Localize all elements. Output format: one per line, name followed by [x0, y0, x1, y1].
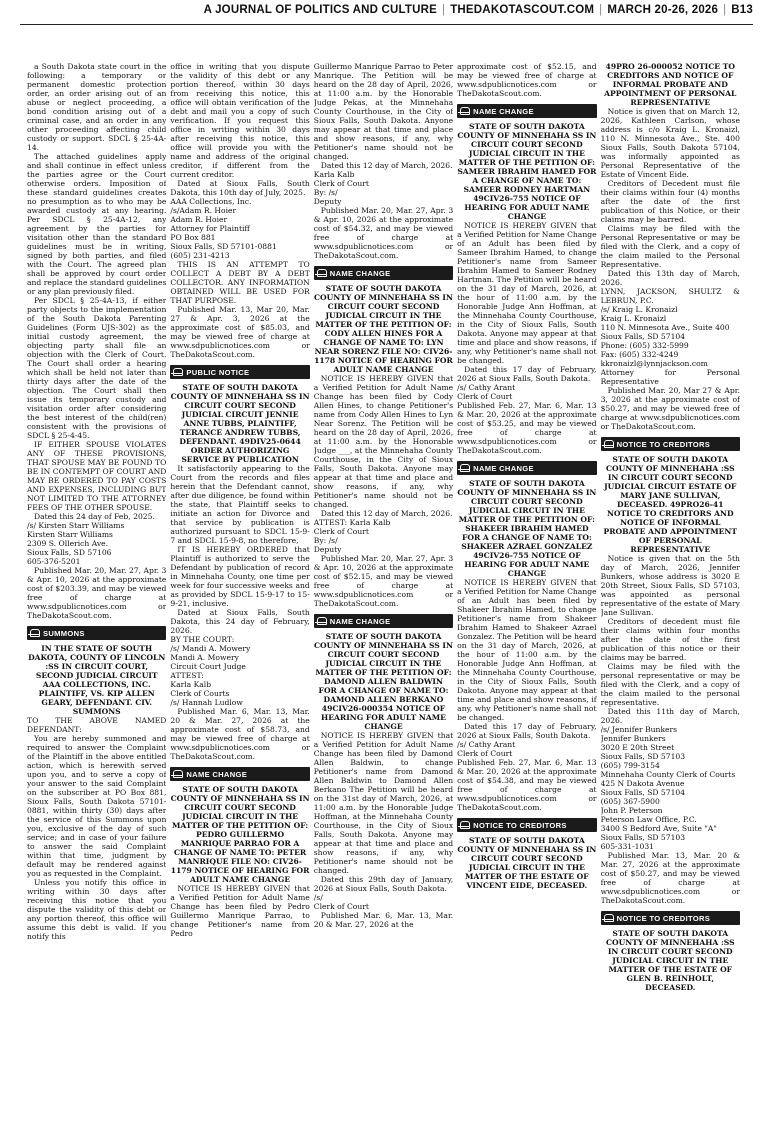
notice-paragraph: Published Mar. 20, Mar. 27, Apr. 3 & Apr. 10, 2026 at the approximate cost of $54.32, and may be viewed free of charge at www.sdpublicnotices.com or TheDakotaScout.com. — [313, 206, 454, 260]
notice-paragraph: Notice is given that on the 5th day of March, 2026, Jennifer Bunkers, whose address is 3020 E 20th Street, Sioux Falls, SD 57103, was appointed as personal representative of the estate of Mary Jane Sullivan. — [600, 554, 740, 617]
notice-paragraph: THIS IS AN ATTEMPT TO COLLECT A DEBT BY A DEBT COLLECTOR. ANY INFORMATION OBTAINED WILL BE USED FOR THAT PURPOSE. — [170, 260, 310, 305]
notice-paragraph: Claims may be filed with the Personal Representative or may be filed with the Clerk, and a copy of the claim mailed to the Personal Representative. — [600, 224, 740, 269]
section-banner — [457, 104, 596, 118]
notice-caption: IN THE STATE OF SOUTH DAKOTA, COUNTY OF LINCOLN :SS IN CIRCUIT COURT, SECOND JUDICIAL CIRCUIT AAA COLLECTIONS, INC. PLAINTIFF, VS. KIP ALLEN GEARY, DEFENDANT. CIV. SUMMONS — [28, 644, 166, 716]
section-banner-label: NAME CHANGE — [473, 106, 534, 116]
notice-caption: STATE OF SOUTH DAKOTA COUNTY OF MINNEHAHA SS IN CIRCUIT COURT SECOND JUDICIAL CIRCUIT IN THE MATTER OF THE PETITION OF: SHAKEER IBRAHIM HAMED FOR A CHANGE OF NAME TO: SHAKEER AZRAEL GONZALEZ 49CIV26-755 NOTICE OF HEARING FOR ADULT NAME CHANGE — [457, 479, 597, 578]
notice-signature-block: Karla Kalb Clerk of Court By: /s/ Deputy — [313, 170, 369, 206]
gavel-icon — [457, 461, 473, 475]
notice-paragraph: Dated this 24 day of Feb, 2025. — [34, 512, 155, 521]
notice-paragraph: Dated at Sioux Falls, South Dakota, this 10th day of July, 2025. — [170, 179, 310, 197]
notice-paragraph: Published Mar. 13, Mar 20, Mar. 27 & Apr. 3, 2026 at the approximate cost of $85.03, and may be viewed free of charge at www.sdpublicnotices.com or TheDakotaScout.com. — [170, 305, 310, 359]
notice-paragraph: NOTICE IS HEREBY GIVEN that a Verified Petition for Adult Name Change has been filed by Damond Allen Baldwin, to change Petitioner's name from Damond Allen Baldwin to Damond Allen Berkano The Petition will be heard on the 31st day of March, 2026, at 11:00 a.m. by the Honorable Judge Hoffman, at the Minnehaha County Courthouse, in the City of Sioux Falls, South Dakota. Anyone may appear at that time and place and show reasons, if any, why Petitioner's name should not be changed. — [313, 731, 454, 875]
column-3 — [314, 62, 453, 1130]
notice-caption: STATE OF SOUTH DAKOTA COUNTY OF MINNEHAHA SS IN CIRCUIT COURT SECOND JUDICIAL CIRCUIT IN THE MATTER OF THE PETITION OF: CODY ALLEN HINES FOR A CHANGE OF NAME TO: LYN NEAR SORENZ FILE NO: CIV26-1178 NOTICE OF HEARING FOR ADULT NAME CHANGE — [314, 284, 453, 374]
notice-caption: STATE OF SOUTH DAKOTA COUNTY OF MINNEHAHA SS IN CIRCUIT COURT SECOND JUDICIAL CIRCUIT IN THE MATTER OF THE PETITION OF: PEDRO GUILLERMO MANRIQUE PARRAO FOR A CHANGE OF NAME TO: PETER MANRIQUE FILE NO: CIV26-1179 NOTICE OF HEARING FOR ADULT NAME CHANGE — [170, 785, 310, 884]
legal-notices-columns — [27, 62, 760, 1130]
masthead-rule — [20, 24, 753, 25]
notice-signature-block: BY THE COURT: /s/ Mandi A. Mowery Mandi A. Mowery Circuit Court Judge ATTEST: Karla Kalb Clerk of Courts /s/ Hannah Ludlow — [170, 635, 251, 707]
notice-paragraph: Published Mar. 6, Mar. 13, Mar. 20 & Mar. 27, 2026 at the — [313, 911, 454, 929]
section-banner-label: NAME CHANGE — [473, 463, 534, 473]
notice-caption: STATE OF SOUTH DAKOTA COUNTY OF MINNEHAHA SS IN CIRCUIT COURT SECOND JUDICIAL CIRCUIT IN THE MATTER OF THE PETITION OF: SAMEER IBRAHIM HAMED FOR A CHANGE OF NAME TO: SAMEER RODNEY HARTMAN 49CIV26-755 NOTICE OF HEARING FOR ADULT NAME CHANGE — [457, 122, 597, 221]
notice-paragraph: Dated at Sioux Falls, South Dakota, this 24 day of February, 2026. — [170, 608, 310, 635]
notice-signature-block: LYNN, JACKSON, SHULTZ & LEBRUN, P.C. /s/ Kraig L. Kronaizl Kraig L. Kronaizl 110 N. Minnesota Ave., Suite 400 Sioux Falls, SD 57104 Phone: (605) 332-5999 Fax: (605) 332-4249 kkronaizl@lynnjackson.com Attorney for Personal Representative — [600, 287, 740, 386]
masthead — [20, 4, 753, 26]
section-banner-label: NAME CHANGE — [329, 268, 391, 278]
notice-paragraph: Creditors of decedent must file their claims within four months after the date of the first publication of this notice or their claims may be barred. — [600, 617, 740, 662]
notice-paragraph: NOTICE IS HEREBY GIVEN that a Verified Petition for Name Change of an Adult has been filed by Shakeer Ibrahim Hamed, to change Petitioner's name from Shakeer Ibrahim Hamed to Shakeer Azrael Gonzalez. The Petition will be heard on the 31 day of March, 2026, at the hour of 11:00 a.m. by the Honorable Judge Ann Hoffman, at the Minnehaha County Courthouse, in the City of Sioux Falls, South Dakota. Anyone may appear at that time and place and show reasons, if any, why Petitioner's name shall not be changed. — [457, 578, 597, 722]
notice-signature-block: Guillermo Manrique Parrao to Peter Manrique. The Petition will be heard on the 28 day of April, 2026, at 11:00 a.m. by the Honorable Judge Pekas, at the Minnehaha County Courthouse, in the City of Sioux Falls, South Dakota. Anyone may appear at that time and place and show reasons, if any, why Petitioner's name should not be changed. — [313, 62, 454, 161]
masthead-separator: | — [442, 4, 446, 16]
notice-paragraph: Dated this 17 day of February, 2026 at Sioux Falls, South Dakota. — [457, 365, 597, 383]
notice-signature-block: Published Feb. 27, Mar. 6, Mar. 13 & Mar. 20, 2026 at the approximate cost of $54.38, and may be viewed free of charge at www.sdpublicnotices.com or TheDakotaScout.com. — [457, 758, 597, 812]
notice-signature-block: /s/ Cathy Arant Clerk of Court — [457, 383, 516, 401]
notice-paragraph: Dated this 17 day of February, 2026 at Sioux Falls, South Dakota. — [457, 722, 597, 740]
gavel-icon — [314, 614, 330, 628]
notice-paragraph: Unless you notify this office in writing within 30 days after receiving this notice that you dispute the validity of this debt or any portion thereof, this office will assume this debt is valid. If you notify this — [27, 878, 167, 941]
notice-paragraph: Dated this 12 day of March, 2026. — [320, 161, 453, 170]
gavel-icon — [457, 104, 473, 118]
notice-paragraph: Published Mar. 6, Mar. 13, Mar. 20 & Mar. 27, 2026 at the approximate cost of $58.73, and may be viewed free of charge at www.sdpublicnotices.com or TheDakotaScout.com. — [170, 707, 310, 761]
section-banner-label: NAME CHANGE — [329, 616, 391, 626]
masthead-separator: | — [723, 4, 727, 16]
section-banner — [457, 818, 596, 832]
notice-signature-block: TO THE ABOVE NAMED DEFENDANT: — [27, 716, 167, 734]
notice-paragraph: a South Dakota state court in the following: a temporary or permanent domestic protection order, an order arising out of an abuse or neglect proceeding, a bond condition arising out of a criminal case, and an order in any other proceeding affecting child custody or support. SDCL § 25-4A-14. — [27, 62, 167, 152]
notice-signature-block: /s/ Jennifer Bunkers Jennifer Bunkers 3020 E 20th Street Sioux Falls, SD 57103 (605) 799-3154 Minnehaha County Clerk of Courts 425 N Dakota Avenue Sioux Falls, SD 57104 (605) 367-5900 John P. Peterson Peterson Law Office, P.C. 3400 S Bedford Ave, Suite "A" Sioux Falls, SD 57103 605-331-1031 — [600, 725, 736, 851]
notice-paragraph: Creditors of Decedent must file their claims within four (4) months after the date of the first publication of this Notice, or their claims may be barred. — [600, 179, 740, 224]
notice-paragraph: Published Mar. 20, Mar 27 & Apr. 3, 2026 at the approximate cost of $50.27, and may be viewed free of charge at www.sdpublicnotices.com or TheDakotaScout.com. — [600, 386, 740, 431]
page-number: B13 — [731, 4, 753, 16]
section-banner — [314, 266, 453, 280]
column-4 — [457, 62, 596, 1130]
notice-paragraph: NOTICE IS HEREBY GIVEN that a Verified Petition for Adult Name Change has been filed by Cody Allen Hines, to change Petitioner's name from Cody Allen Hines to Lyn Near Sorenz. The Petition will be heard on the 28 day of April, 2026, at 11:00 a.m. by the Honorable Judge ___, at the Minnehaha County Courthouse, in the City of Sioux Falls, South Dakota. Anyone may appear at that time and place and show reasons, if any, why Petitioner's name should not be changed. — [313, 374, 454, 509]
notice-caption: 49PRO 26-000052 NOTICE TO CREDITORS AND NOTICE OF INFORMAL PROBATE AND APPOINTMENT OF PERSONAL REPRESENTATIVE — [604, 62, 737, 107]
notice-caption: STATE OF SOUTH DAKOTA COUNTY OF MINNEHAHA SS IN CIRCUIT COURT SECOND JUDICIAL CIRCUIT IN THE MATTER OF THE PETITION OF: DAMOND ALLEN BALDWIN FOR A CHANGE OF NAME TO: DAMOND ALLEN BERKANO 49CIV26-000354 NOTICE OF HEARING FOR ADULT NAME CHANGE — [314, 632, 453, 731]
section-banner-label: SUMMONS — [43, 628, 85, 638]
notice-paragraph: Per SDCL § 25-4A-13, if either party objects to the implementation of the South Dakota Parenting Guidelines (Form UJS-302) as the initial custody agreement, the objecting party shall file an objection with the Clerk of Court. The Court shall order a hearing which shall be held not later than thirty days after the date of the objection. The Court shall then issue its temporary custody and visitation order after considering the best interest of the child(ren) consistent with the provisions of SDCL § 25-4-45. — [27, 296, 167, 440]
gavel-icon — [170, 365, 186, 379]
section-banner-label: NOTICE TO CREDITORS — [616, 439, 711, 449]
notice-signature-block: ATTEST: Karla Kalb Clerk of Court By: /s/ Deputy — [313, 518, 391, 554]
notice-signature-block: Published Feb. 27, Mar. 6, Mar. 13 & Mar. 20, 2026 at the approximate cost of $53.25, and may be viewed free of charge at www.sdpublicnotices.com or TheDakotaScout.com. — [457, 401, 597, 455]
section-banner — [601, 911, 740, 925]
notice-paragraph: Notice is given that on March 12, 2026, Kathleen Carlson, whose address is c/o Kraig L. Kronaizl, 110 N. Minnesota Ave., Ste. 400 Sioux Falls, South Dakota 57104, was informally appointed as Personal Representative of the Estate of Vincent Eide. — [600, 107, 740, 179]
section-banner-label: NOTICE TO CREDITORS — [473, 820, 567, 830]
section-banner-label: NOTICE TO CREDITORS — [616, 913, 711, 923]
notice-caption: STATE OF SOUTH DAKOTA COUNTY OF MINNEHAHA SS IN CIRCUIT COURT SECOND JUDICIAL CIRCUIT IN THE MATTER OF THE ESTATE OF VINCENT EIDE, DECEASED. — [457, 836, 597, 890]
column-2 — [170, 62, 309, 1130]
section-banner — [170, 365, 309, 379]
notice-paragraph: Dated this 29th day of January, 2026 at Sioux Falls, South Dakota. — [313, 875, 454, 893]
notice-paragraph: NOTICE IS HEREBY GIVEN that a Verified Petition for Name Change of an Adult has been filed by Sameer Ibrahim Hamed, to change Petitioner's name from Sameer Ibrahim Hamed to Sameer Rodney Hartman. The Petition will be heard on the 31 day of March, 2026, at the hour of 11:00 a.m. by the Honorable Judge Ann Hoffman, at the Minnehaha County Courthouse, in the City of Sioux Falls, South Dakota. Anyone may appear at that time and place and show reasons, if any, why Petitioner's name shall not be changed. — [457, 221, 597, 365]
notice-paragraph: Published Mar. 20, Mar. 27, Apr. 3 & Apr. 10, 2026 at the approximate cost of $52.15, and may be viewed free of charge at www.sdpublicnotices.com or TheDakotaScout.com. — [313, 554, 454, 608]
notice-paragraph: Claims may be filed with the personal representative or may be filed with the Clerk, and a copy of the claim mailed to the personal representative. — [600, 662, 740, 707]
notice-signature-block: /s/ Cathy Arant Clerk of Court — [457, 740, 516, 758]
notice-signature-block: /s/ Kirsten Starr Williams Kirsten Starr Williams 2309 S. Ollerich Ave. Sioux Falls, SD 57106 605-376-5201 — [27, 521, 125, 566]
notice-paragraph: Published Mar. 20, Mar. 27, Apr. 3 & Apr. 10, 2026 at the approximate cost of $203.39, and may be viewed free of charge at www.sdpublicnotices.com or TheDakotaScout.com. — [27, 566, 167, 620]
notice-paragraph: IF EITHER SPOUSE VIOLATES ANY OF THESE PROVISIONS, THAT SPOUSE MAY BE FOUND TO BE IN CONTEMPT OF COURT AND MAY BE ORDERED TO PAY COSTS AND EXPENSES, INCLUDING BUT NOT LIMITED TO THE ATTORNEY FEES OF THE OTHER SPOUSE. — [27, 440, 167, 512]
gavel-icon — [457, 818, 473, 832]
notice-paragraph: You are hereby summoned and required to answer the Complaint of the Plaintiff in the above entitled action, which is herewith served upon you, and to serve a copy of your answer to the said Complaint on the subscriber at PO Box 881, Sioux Falls, South Dakota 57101-0881, within thirty (30) days after the service of this Summons upon you, exclusive of the day of such service; and in case of your failure to answer the said Complaint within that time, judgment by default may be rendered against you as requested in the Complaint. — [27, 734, 167, 878]
notice-signature-block: /s/ Clerk of Court — [313, 893, 369, 911]
section-banner-label: PUBLIC NOTICE — [186, 367, 250, 377]
notice-signature-block: approximate cost of $52.15, and may be viewed free of charge at www.sdpublicnotices.com or TheDakotaScout.com. — [457, 62, 597, 98]
notice-paragraph: It satisfactorily appearing to the Court from the records and files herein that the Defendant cannot, after due diligence, be found within the state, that Plaintiff seeks to initiate an action for Divorce and that service by publication is authorized pursuant to SDCL 15-9-7 and SDCL 15-9-8, no therefore, — [170, 464, 310, 545]
section-banner — [457, 461, 596, 475]
section-banner — [170, 767, 309, 781]
notice-paragraph: Dated this 12 day of March, 2026. — [320, 509, 453, 518]
gavel-icon — [601, 437, 617, 451]
section-banner — [314, 614, 453, 628]
masthead-tagline: A JOURNAL OF POLITICS AND CULTURE — [203, 4, 438, 16]
notice-paragraph: IT IS HEREBY ORDERED that Plaintiff is authorized to serve the Defendant by publication of record in Minnehaha County, one time per week for four successive weeks and as provided by SDCL 15-9-17 to 15-9-21, inclusive. — [170, 545, 310, 608]
notice-signature-block: AAA Collections, Inc. /s/Adam R. Hoier Adam R. Hoier Attorney for Plaintiff PO Box 881 Sioux Falls, SD 57101-0881 (605) 231-4213 — [170, 197, 277, 260]
notice-caption: STATE OF SOUTH DAKOTA COUNTY OF MINNEHAHA :SS IN CIRCUIT COURT SECOND JUDICIAL CIRCUIT IN THE MATTER OF THE ESTATE OF GLEN B. REINHOLT, DECEASED. — [605, 929, 735, 992]
notice-paragraph: The attached guidelines apply and shall continue in effect unless the parties agree or the Court otherwise orders. Imposition of these standard guidelines creates no presumption as to who may be awarded custody at any hearing. Per SDCL § 25-4A-12, any agreement by the parties for visitation other than the standard guidelines must be in writing, signed by both parties, and filed with the Court. The agreed plan shall be approved by court order and replace the standard guidelines or any plan previously filed. — [27, 152, 167, 296]
notice-caption: STATE OF SOUTH DAKOTA COUNTY OF MINNEHAHA SS IN CIRCUIT COURT SECOND JUDICIAL CIRCUIT JENNIE ANNE TUBBS, PLAINTIFF, TERANCE ANDREW TUBBS, DEFENDANT. 49DIV25-0644 ORDER AUTHORIZING SERVICE BY PUBLICATION — [170, 383, 310, 464]
notice-signature-block: office in writing that you dispute the validity of this debt or any portion thereof, within 30 days from receiving this notice, this office will obtain verification of the debt and mail you a copy of such verification. If you request this office in writing within 30 days after receiving this notice, this office will provide you with the name and address of the original creditor, if different from the current creditor. — [170, 62, 310, 179]
notice-paragraph: NOTICE IS HEREBY GIVEN that a Verified Petition for Adult Name Change has been filed by Pedro Guillermo Manrique Parrao, to change Petitioner's name from Pedro — [170, 884, 310, 938]
notice-paragraph: Published Mar. 13, Mar. 20 & Mar. 27, 2026 at the approximate cost of $50.27, and may be viewed free of charge at www.sdpublicnotices.com or TheDakotaScout.com. — [600, 851, 740, 905]
gavel-icon — [314, 266, 330, 280]
notice-caption: STATE OF SOUTH DAKOTA COUNTY OF MINNEHAHA :SS IN CIRCUIT COURT SECOND JUDICIAL CIRCUIT ESTATE OF MARY JANE SULLIVAN, DECEASED. 49PRO26-41 NOTICE TO CREDITORS AND NOTICE OF INFORMAL PROBATE AND APPOINTMENT OF PERSONAL REPRESENTATIVE — [603, 455, 738, 554]
gavel-icon — [170, 767, 186, 781]
masthead-date: MARCH 20-26, 2026 — [607, 4, 719, 16]
masthead-website: THEDAKOTASCOUT.COM — [450, 4, 595, 16]
section-banner-label: NAME CHANGE — [186, 769, 248, 779]
column-5 — [601, 62, 740, 1130]
gavel-icon — [601, 911, 617, 925]
gavel-icon — [27, 626, 43, 640]
notice-paragraph: Dated this 13th day of March, 2026. — [600, 269, 740, 287]
notice-paragraph: Dated this 11th day of March, 2026. — [600, 707, 740, 725]
section-banner — [601, 437, 740, 451]
section-banner — [27, 626, 166, 640]
masthead-separator: | — [599, 4, 603, 16]
column-1 — [27, 62, 166, 1130]
